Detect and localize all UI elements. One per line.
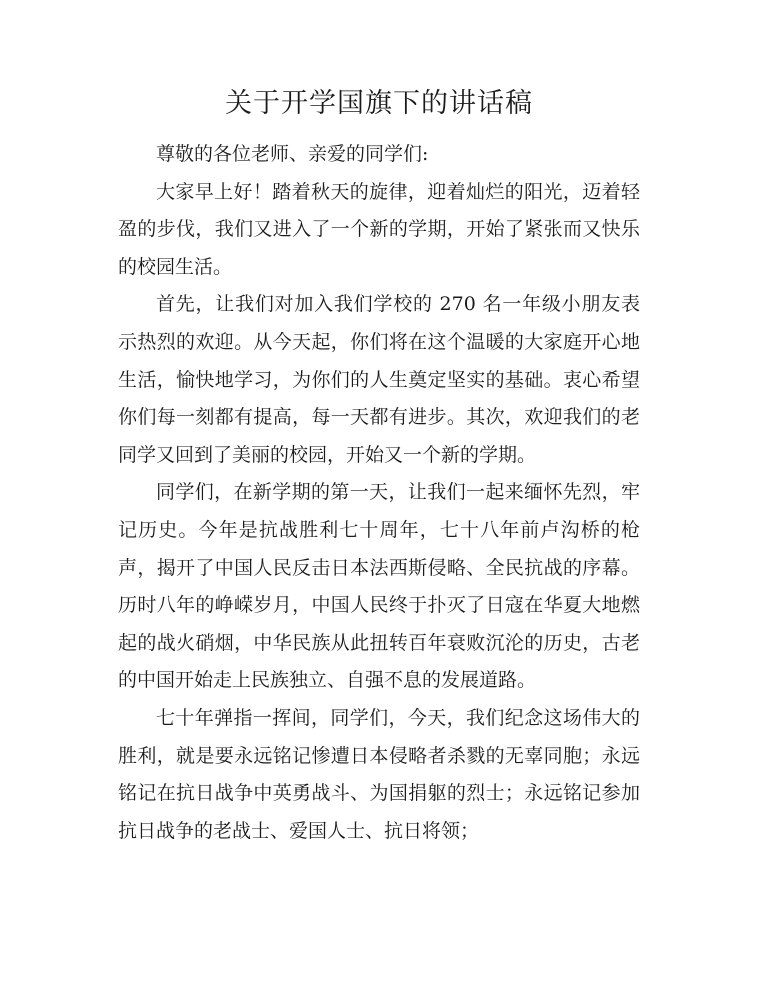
document-title: 关于开学国旗下的讲话稿	[225, 88, 533, 119]
paragraph-remembrance: 七十年弹指一挥间，同学们，今天，我们纪念这场伟大的胜利，就是要永远铭记惨遭日本侵略者杀戮的无辜同胞；永远铭记在抗日战争中英勇战斗、为国捐躯的烈士；永远铭记参加抗日战争的老战士、爱国人士、抗日将领；	[118, 706, 640, 842]
paragraph-greeting: 大家早上好！踏着秋天的旋律，迎着灿烂的阳光，迈着轻盈的步伐，我们又进入了一个新的学期，开始了紧张而又快乐的校园生活。	[118, 180, 640, 278]
salutation: 尊敬的各位老师、亲爱的同学们:	[156, 143, 429, 165]
paragraph-welcome: 首先，让我们对加入我们学校的 270 名一年级小朋友表示热烈的欢迎。从今天起，你们将在这个温暖的大家庭开心地生活，愉快地学习，为你们的人生奠定坚实的基础。衷心希望你们每一刻都有提高，每一天都有进步。其次，欢迎我们的老同学又回到了美丽的校园，开始又一个新的学期。	[118, 293, 640, 466]
paragraph-history: 同学们，在新学期的第一天，让我们一起来缅怀先烈，牢记历史。今年是抗战胜利七十周年，七十八年前卢沟桥的枪声，揭开了中国人民反击日本法西斯侵略、全民抗战的序幕。历时八年的峥嵘岁月，中国人民终于扑灭了日寇在华夏大地燃起的战火硝烟，中华民族从此扭转百年衰败沉沦的历史，古老的中国开始走上民族独立、自强不息的发展道路。	[118, 481, 640, 692]
